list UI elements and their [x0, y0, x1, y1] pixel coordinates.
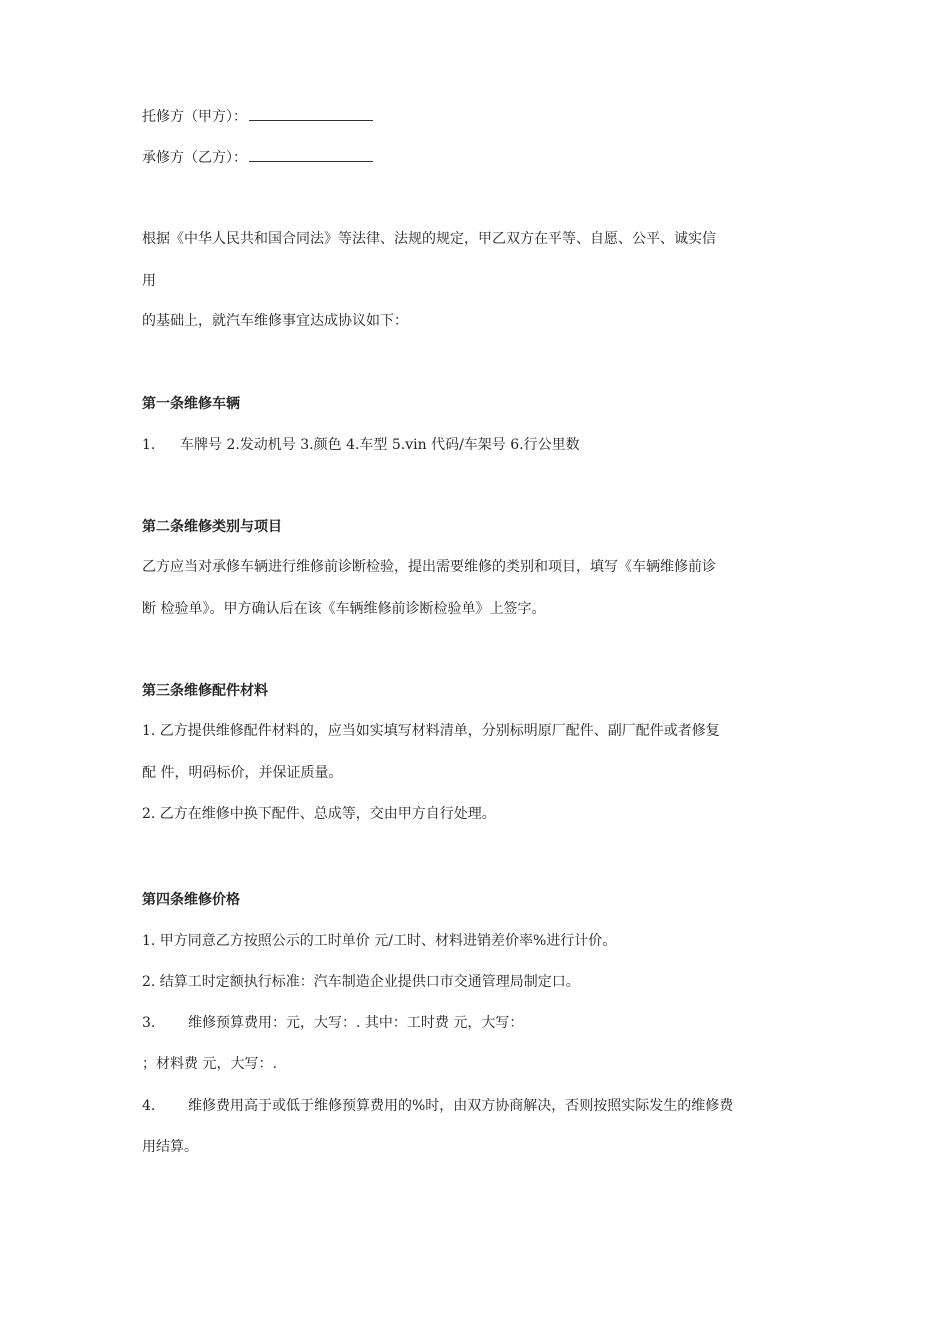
client-label: 托修方（甲方）： — [142, 109, 247, 125]
article4-item3 — [142, 1013, 523, 1033]
article1-title: 第一条维修车辆 — [142, 396, 240, 412]
client-party-line — [142, 106, 373, 127]
article3-item1-line-1: 1. 乙方提供维修配件材料的，应当如实填写材料清单，分别标明原厂配件、副厂配件或者修复 — [142, 723, 720, 739]
article2-line-2: 断 检验单》。甲方确认后在该《车辆维修前诊断检验单》上签字。 — [142, 601, 546, 617]
article1-item1 — [142, 435, 580, 455]
contractor-blank — [249, 147, 373, 162]
intro-line-3: 的基础上，就汽车维修事宜达成协议如下： — [142, 313, 408, 329]
article4-item1: 1. 甲方同意乙方按照公示的工时单价 元/工时、材料进销差价率%进行计价。 — [142, 933, 617, 949]
intro-line-1: 根据《中华人民共和国合同法》等法律、法规的规定，甲乙双方在平等、自愿、公平、诚实信 — [142, 231, 716, 247]
client-blank — [249, 106, 373, 121]
article4-item3-number: 3. — [142, 1015, 156, 1031]
article1-item1-number: 1. — [142, 437, 156, 453]
article4-item4-number: 4. — [142, 1098, 156, 1114]
contractor-party-line — [142, 147, 373, 168]
article2-title: 第二条维修类别与项目 — [142, 519, 282, 535]
article4-item3-text: 维修预算费用：元，大写：. 其中：工时费 元，大写： — [188, 1015, 524, 1031]
article4-item4-text: 维修费用高于或低于维修预算费用的%时，由双方协商解决，否则按照实际发生的维修费 — [188, 1098, 734, 1114]
article3-item2: 2. 乙方在维修中换下配件、总成等，交由甲方自行处理。 — [142, 806, 496, 822]
contractor-label: 承修方（乙方）： — [142, 150, 247, 166]
article4-title: 第四条维修价格 — [142, 892, 240, 908]
article4-item4-continuation: 用结算。 — [142, 1139, 198, 1155]
article3-title: 第三条维修配件材料 — [142, 683, 268, 699]
article4-item2: 2. 结算工时定额执行标准：汽车制造企业提供口市交通管理局制定口。 — [142, 974, 580, 990]
article1-item1-text: 车牌号 2.发动机号 3.颜色 4.车型 5.vin 代码/车架号 6.行公里数 — [180, 437, 580, 453]
article4-item3-continuation: ；材料费 元，大写：. — [142, 1056, 277, 1072]
article3-item1-line-2: 配 件，明码标价，并保证质量。 — [142, 765, 343, 781]
intro-line-2: 用 — [142, 273, 156, 289]
article2-line-1: 乙方应当对承修车辆进行维修前诊断检验，提出需要维修的类别和项目，填写《车辆维修前诊 — [142, 559, 716, 575]
article4-item4 — [142, 1096, 733, 1116]
